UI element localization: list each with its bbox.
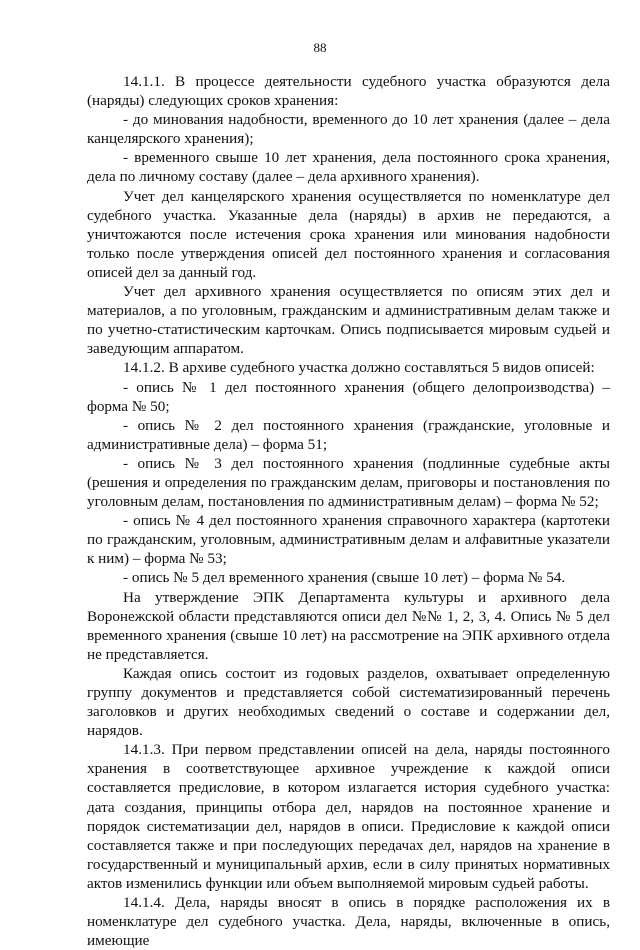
paragraph: 14.1.4. Дела, наряды вносят в опись в порядке расположения их в номенклатуре дел судебного участка. Дела, наряды, включенные в опись, имеющие [87, 894, 610, 950]
paragraph: - до минования надобности, временного до 10 лет хранения (далее – дела канцелярского хранения); [87, 111, 610, 148]
paragraph: - опись № 2 дел постоянного хранения (гражданские, уголовные и административные дела) – форма 51; [87, 416, 610, 453]
document-body [87, 72, 610, 950]
paragraph: - опись № 3 дел постоянного хранения (подлинные судебные акты (решения и определения по гражданским делам, приговоры и постановления по уголовным делам, постановления по административным делам) – форма № 52; [87, 454, 610, 511]
page-number: 88 [313, 40, 327, 55]
paragraph: - опись № 5 дел временного хранения (свыше 10 лет) – форма № 54. [123, 569, 566, 587]
paragraph: 14.1.2. В архиве судебного участка должно составляться 5 видов описей: [123, 359, 595, 377]
paragraph: 14.1.3. При первом представлении описей на дела, наряды постоянного хранения в соответствующее архивное учреждение к каждой описи составляется предисловие, в котором излагается история судебного участка: дата создания, принципы отбора дел, нарядов на постоянное хранение и порядок систематизации дел, нарядов в описи. Предисловие к каждой описи составляется также и при последующих передачах дел, нарядов на хранение в государственный и муниципальный архив, если в силу принятых нормативных актов изменились функции или объем выполняемой мировым судьей работы. [87, 741, 610, 892]
paragraph: 14.1.1. В процессе деятельности судебного участка образуются дела (наряды) следующих сроков хранения: [87, 73, 610, 110]
paragraph: - опись № 1 дел постоянного хранения (общего делопроизводства) – форма № 50; [87, 378, 610, 415]
paragraph: Учет дел канцелярского хранения осуществляется по номенклатуре дел судебного участка. Указанные дела (наряды) в архив не передаются, а уничтожаются после истечения срока хранения или минования надобности только после утверждения описей дел постоянного хранения и согласования описей дел за данный год. [87, 187, 610, 281]
paragraph: - опись № 4 дел постоянного хранения справочного характера (картотеки по гражданским, уголовным, административным делам и алфавитные указатели к ним) – форма № 53; [87, 512, 610, 568]
paragraph: Учет дел архивного хранения осуществляется по описям этих дел и материалов, а по уголовным, гражданским и административным делам также и по учетно-статистическим карточкам. Опись подписывается мировым судьей и заведующим аппаратом. [87, 283, 610, 358]
paragraph: Каждая опись состоит из годовых разделов, охватывает определенную группу документов и представляется собой систематизированный перечень заголовков и других необходимых сведений о составе и содержании дел, нарядов. [87, 664, 610, 740]
paragraph: - временного свыше 10 лет хранения, дела постоянного срока хранения, дела по личному составу (далее – дела архивного хранения). [87, 149, 610, 186]
paragraph: На утверждение ЭПК Департамента культуры и архивного дела Воронежской области представляются описи дел №№ 1, 2, 3, 4. Опись № 5 дел временного хранения (свыше 10 лет) на рассмотрение на ЭПК архивного отдела не представляется. [87, 588, 610, 663]
